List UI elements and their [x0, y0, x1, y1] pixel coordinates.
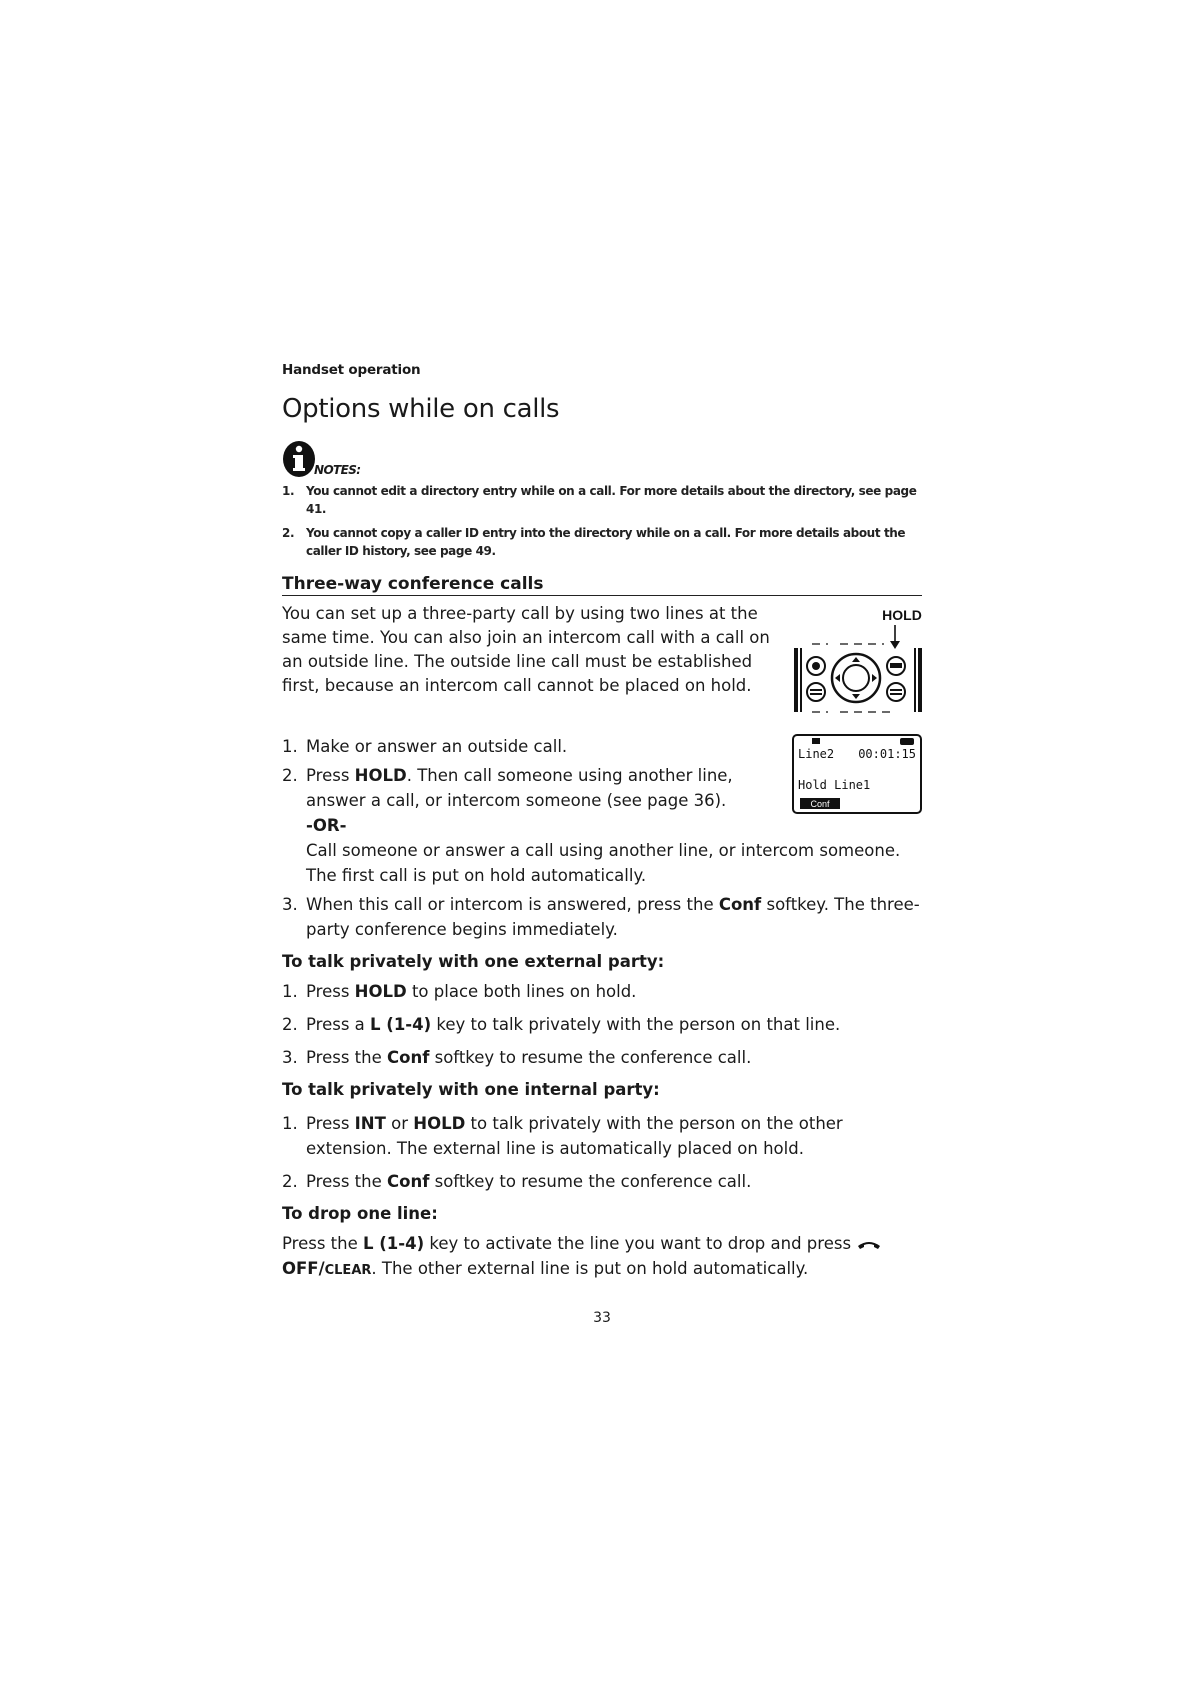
- conf-key-label: Conf: [387, 1048, 430, 1067]
- conf-key-label: Conf: [387, 1172, 430, 1191]
- lcd-softkey-conf: Conf: [810, 799, 830, 809]
- drop-line-text: [282, 1231, 922, 1283]
- step-text-part: softkey to resume the conference call.: [429, 1048, 752, 1067]
- list-item: [282, 1045, 922, 1070]
- or-separator: -OR-: [306, 816, 347, 835]
- handset-lcd-screen: [792, 734, 922, 814]
- drop-line-heading: To drop one line:: [282, 1204, 438, 1223]
- step-text: [306, 979, 922, 1004]
- note-item: [282, 524, 922, 560]
- step-text-part: Press a: [306, 1015, 371, 1034]
- step-text: Call someone or answer a call using another line, or intercom someone. The first call is put on hold automatically.: [306, 841, 901, 885]
- step-number: 1.: [282, 982, 298, 1001]
- hold-key-label: HOLD: [413, 1114, 466, 1133]
- section-label: Handset operation: [282, 362, 421, 378]
- step-text-part: Press the: [306, 1048, 387, 1067]
- info-icon: [282, 438, 318, 478]
- conference-intro-row: [282, 602, 922, 734]
- note-item: [282, 482, 922, 518]
- notes-label: NOTES:: [314, 463, 361, 477]
- page-title: Options while on calls: [282, 394, 560, 424]
- indent-spacer: [282, 838, 306, 888]
- step-text: [306, 1012, 922, 1037]
- int-key-label: INT: [354, 1114, 386, 1133]
- note-number: 1.: [282, 484, 295, 498]
- step-number: 1.: [282, 737, 298, 756]
- notes-header: [282, 438, 922, 478]
- text-part: Press the: [282, 1234, 363, 1253]
- line-key-label: L (1-4): [370, 1015, 432, 1034]
- note-text: You cannot copy a caller ID entry into the directory while on a call. For more details about the caller ID history, see page 49.: [306, 526, 906, 558]
- off-key-label: OFF/: [282, 1259, 325, 1278]
- note-text: You cannot edit a directory entry while on a call. For more details about the directory, see page 41.: [306, 484, 917, 516]
- step-number: 2.: [282, 1172, 298, 1191]
- text-part: . The other external line is put on hold automatically.: [371, 1259, 809, 1278]
- step-text: [306, 763, 776, 838]
- step-text-part: key to talk privately with the person on that line.: [431, 1015, 841, 1034]
- internal-heading: To talk privately with one internal party:: [282, 1080, 660, 1099]
- step-number: 2.: [282, 766, 298, 785]
- phone-hangup-icon: [856, 1240, 882, 1250]
- page-number: 33: [593, 1310, 611, 1326]
- step-text-part: or: [385, 1114, 414, 1133]
- step-text: Make or answer an outside call.: [306, 737, 568, 756]
- step-text-part: softkey to resume the conference call.: [429, 1172, 752, 1191]
- hold-callout-label: HOLD: [882, 608, 922, 623]
- step-text-part: Press: [306, 766, 355, 785]
- step-text: [306, 1111, 922, 1161]
- step-text-part: Press the: [306, 1172, 387, 1191]
- manual-page: [282, 362, 922, 1326]
- list-item: [282, 1111, 922, 1161]
- external-step-list: [282, 979, 922, 1070]
- step-text-part: to talk privately with the person on the other extension. The external line is automatically placed on hold.: [306, 1114, 843, 1158]
- conference-intro: You can set up a three-party call by using two lines at the same time. You can also join an intercom call with a call on an outside line. The outside line call must be established first, because an intercom call cannot be placed on hold.: [282, 604, 770, 695]
- line-key-label: L (1-4): [363, 1234, 425, 1253]
- hold-key-label: HOLD: [354, 766, 407, 785]
- step-number: 1.: [282, 1114, 298, 1133]
- lcd-timer-text: 00:01:15: [858, 747, 916, 761]
- internal-step-list: [282, 1111, 922, 1194]
- list-item: [282, 1012, 922, 1037]
- conf-key-label: Conf: [718, 895, 762, 914]
- step-text: [306, 1045, 922, 1070]
- hold-key-label: HOLD: [354, 982, 407, 1001]
- lcd-status-text: Hold Line1: [798, 778, 871, 792]
- step-text-part: softkey. The three-party conference begins immediately.: [306, 895, 920, 939]
- step-text-part: Press: [306, 982, 355, 1001]
- lcd-line-text: Line2: [798, 747, 835, 761]
- conference-heading: Three-way conference calls: [282, 574, 922, 596]
- step-number: 3.: [282, 895, 298, 914]
- list-item: [282, 838, 922, 888]
- list-item: [282, 892, 922, 942]
- text-part: key to activate the line you want to drop and press: [424, 1234, 857, 1253]
- note-number: 2.: [282, 526, 295, 540]
- conference-steps: [282, 734, 922, 942]
- step-number: 2.: [282, 1015, 298, 1034]
- notes-list: [282, 482, 922, 560]
- step-text-part: When this call or intercom is answered, press the: [306, 895, 719, 914]
- step-text-part: to place both lines on hold.: [406, 982, 637, 1001]
- list-item: [282, 979, 922, 1004]
- step-text: [306, 1169, 922, 1194]
- step-text: [306, 892, 922, 942]
- step-text-part: . Then call someone using another line, answer a call, or intercom someone (see page 36).: [306, 766, 733, 810]
- clear-key-label: CLEAR: [324, 1263, 372, 1278]
- step-number: 3.: [282, 1048, 298, 1067]
- external-heading: To talk privately with one external party:: [282, 952, 665, 971]
- step-text-part: Press: [306, 1114, 355, 1133]
- list-item: [282, 1169, 922, 1194]
- hold-key-diagram: [792, 608, 924, 720]
